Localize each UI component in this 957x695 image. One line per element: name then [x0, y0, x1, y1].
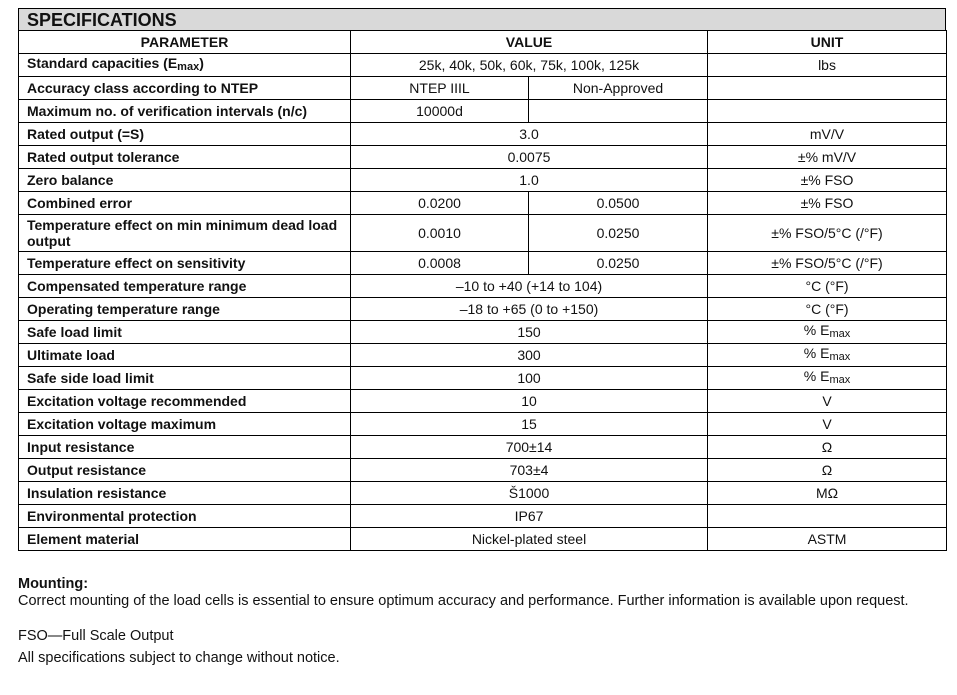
- table-row: [19, 275, 947, 298]
- table-row: [19, 344, 947, 367]
- param-cell: Element material: [19, 528, 351, 551]
- value-cell: 700±14: [351, 436, 708, 459]
- param-cell: Ultimate load: [19, 344, 351, 367]
- param-cell: Maximum no. of verification intervals (n/c): [19, 100, 351, 123]
- value-cell-b: [529, 100, 708, 123]
- param-cell: Compensated temperature range: [19, 275, 351, 298]
- unit-cell: mV/V: [708, 123, 947, 146]
- value-cell-a: 0.0200: [351, 192, 529, 215]
- unit-cell: ±% FSO: [708, 169, 947, 192]
- param-cell: Excitation voltage recommended: [19, 390, 351, 413]
- value-cell: 25k, 40k, 50k, 60k, 75k, 100k, 125k: [351, 54, 708, 77]
- table-row: [19, 459, 947, 482]
- table-row: [19, 505, 947, 528]
- param-cell: Insulation resistance: [19, 482, 351, 505]
- param-cell: Safe load limit: [19, 321, 351, 344]
- header-value: VALUE: [351, 31, 708, 54]
- value-cell: 150: [351, 321, 708, 344]
- table-row: [19, 252, 947, 275]
- param-cell: Operating temperature range: [19, 298, 351, 321]
- value-cell-b: 0.0250: [529, 252, 708, 275]
- value-cell: 100: [351, 367, 708, 390]
- value-cell-a: NTEP IIIL: [351, 77, 529, 100]
- table-row: [19, 215, 947, 252]
- notes-section: [18, 576, 938, 667]
- value-cell: Nickel-plated steel: [351, 528, 708, 551]
- unit-cell: [708, 77, 947, 100]
- unit-cell: V: [708, 413, 947, 436]
- unit-cell: ±% FSO: [708, 192, 947, 215]
- value-cell: 3.0: [351, 123, 708, 146]
- disclaimer: All specifications subject to change without notice.: [18, 650, 340, 666]
- value-cell-b: 0.0250: [529, 215, 708, 252]
- param-cell: Excitation voltage maximum: [19, 413, 351, 436]
- param-cell: Rated output (=S): [19, 123, 351, 146]
- unit-cell: [708, 505, 947, 528]
- table-row: [19, 123, 947, 146]
- table-row: [19, 298, 947, 321]
- unit-cell: MΩ: [708, 482, 947, 505]
- value-cell: 300: [351, 344, 708, 367]
- value-cell: Š1000: [351, 482, 708, 505]
- value-cell-b: Non-Approved: [529, 77, 708, 100]
- param-cell: Rated output tolerance: [19, 146, 351, 169]
- param-cell: Combined error: [19, 192, 351, 215]
- spec-table-container: [18, 8, 946, 551]
- value-cell: IP67: [351, 505, 708, 528]
- fso-definition: FSO—Full Scale Output: [18, 628, 174, 644]
- param-cell: Zero balance: [19, 169, 351, 192]
- mounting-heading: Mounting:: [18, 576, 89, 592]
- unit-cell: V: [708, 390, 947, 413]
- table-row: [19, 482, 947, 505]
- unit-cell: ±% mV/V: [708, 146, 947, 169]
- value-cell-a: 0.0010: [351, 215, 529, 252]
- table-row: [19, 169, 947, 192]
- value-cell: –18 to +65 (0 to +150): [351, 298, 708, 321]
- value-cell: 15: [351, 413, 708, 436]
- param-cell: Temperature effect on min minimum dead load output: [19, 215, 351, 252]
- table-row: [19, 100, 947, 123]
- unit-cell: % $E_{max}$: [708, 367, 947, 390]
- unit-cell: % $E_{max}$: [708, 321, 947, 344]
- value-cell-b: 0.0500: [529, 192, 708, 215]
- unit-cell: Ω: [708, 436, 947, 459]
- unit-cell: Ω: [708, 459, 947, 482]
- param-cell: Temperature effect on sensitivity: [19, 252, 351, 275]
- table-row: [19, 54, 947, 77]
- param-cell: Input resistance: [19, 436, 351, 459]
- unit-cell: °C (°F): [708, 298, 947, 321]
- unit-cell: % $E_{max}$: [708, 344, 947, 367]
- unit-cell: ASTM: [708, 528, 947, 551]
- table-row: [19, 528, 947, 551]
- spec-title: SPECIFICATIONS: [18, 8, 946, 30]
- table-row: [19, 146, 947, 169]
- table-row: [19, 413, 947, 436]
- table-row: [19, 390, 947, 413]
- value-cell: 0.0075: [351, 146, 708, 169]
- param-cell: Environmental protection: [19, 505, 351, 528]
- header-row: [19, 31, 947, 54]
- spec-table: [18, 30, 947, 551]
- header-unit: UNIT: [708, 31, 947, 54]
- unit-cell: ±% FSO/5°C (/°F): [708, 215, 947, 252]
- param-cell: Standard capacities $(E_{max})$: [19, 54, 351, 77]
- value-cell: –10 to +40 (+14 to 104): [351, 275, 708, 298]
- mounting-text: Correct mounting of the load cells is essential to ensure optimum accuracy and performance. Further information is available upon request.: [18, 593, 909, 609]
- table-row: [19, 321, 947, 344]
- param-cell: Accuracy class according to NTEP: [19, 77, 351, 100]
- table-row: [19, 77, 947, 100]
- header-parameter: PARAMETER: [19, 31, 351, 54]
- table-row: [19, 192, 947, 215]
- table-row: [19, 436, 947, 459]
- param-cell: Safe side load limit: [19, 367, 351, 390]
- unit-cell: [708, 100, 947, 123]
- unit-cell: ±% FSO/5°C (/°F): [708, 252, 947, 275]
- table-row: [19, 367, 947, 390]
- value-cell: 703±4: [351, 459, 708, 482]
- value-cell: 1.0: [351, 169, 708, 192]
- param-cell: Output resistance: [19, 459, 351, 482]
- value-cell: 10: [351, 390, 708, 413]
- value-cell-a: 0.0008: [351, 252, 529, 275]
- unit-cell: °C (°F): [708, 275, 947, 298]
- unit-cell: lbs: [708, 54, 947, 77]
- value-cell-a: 10000d: [351, 100, 529, 123]
